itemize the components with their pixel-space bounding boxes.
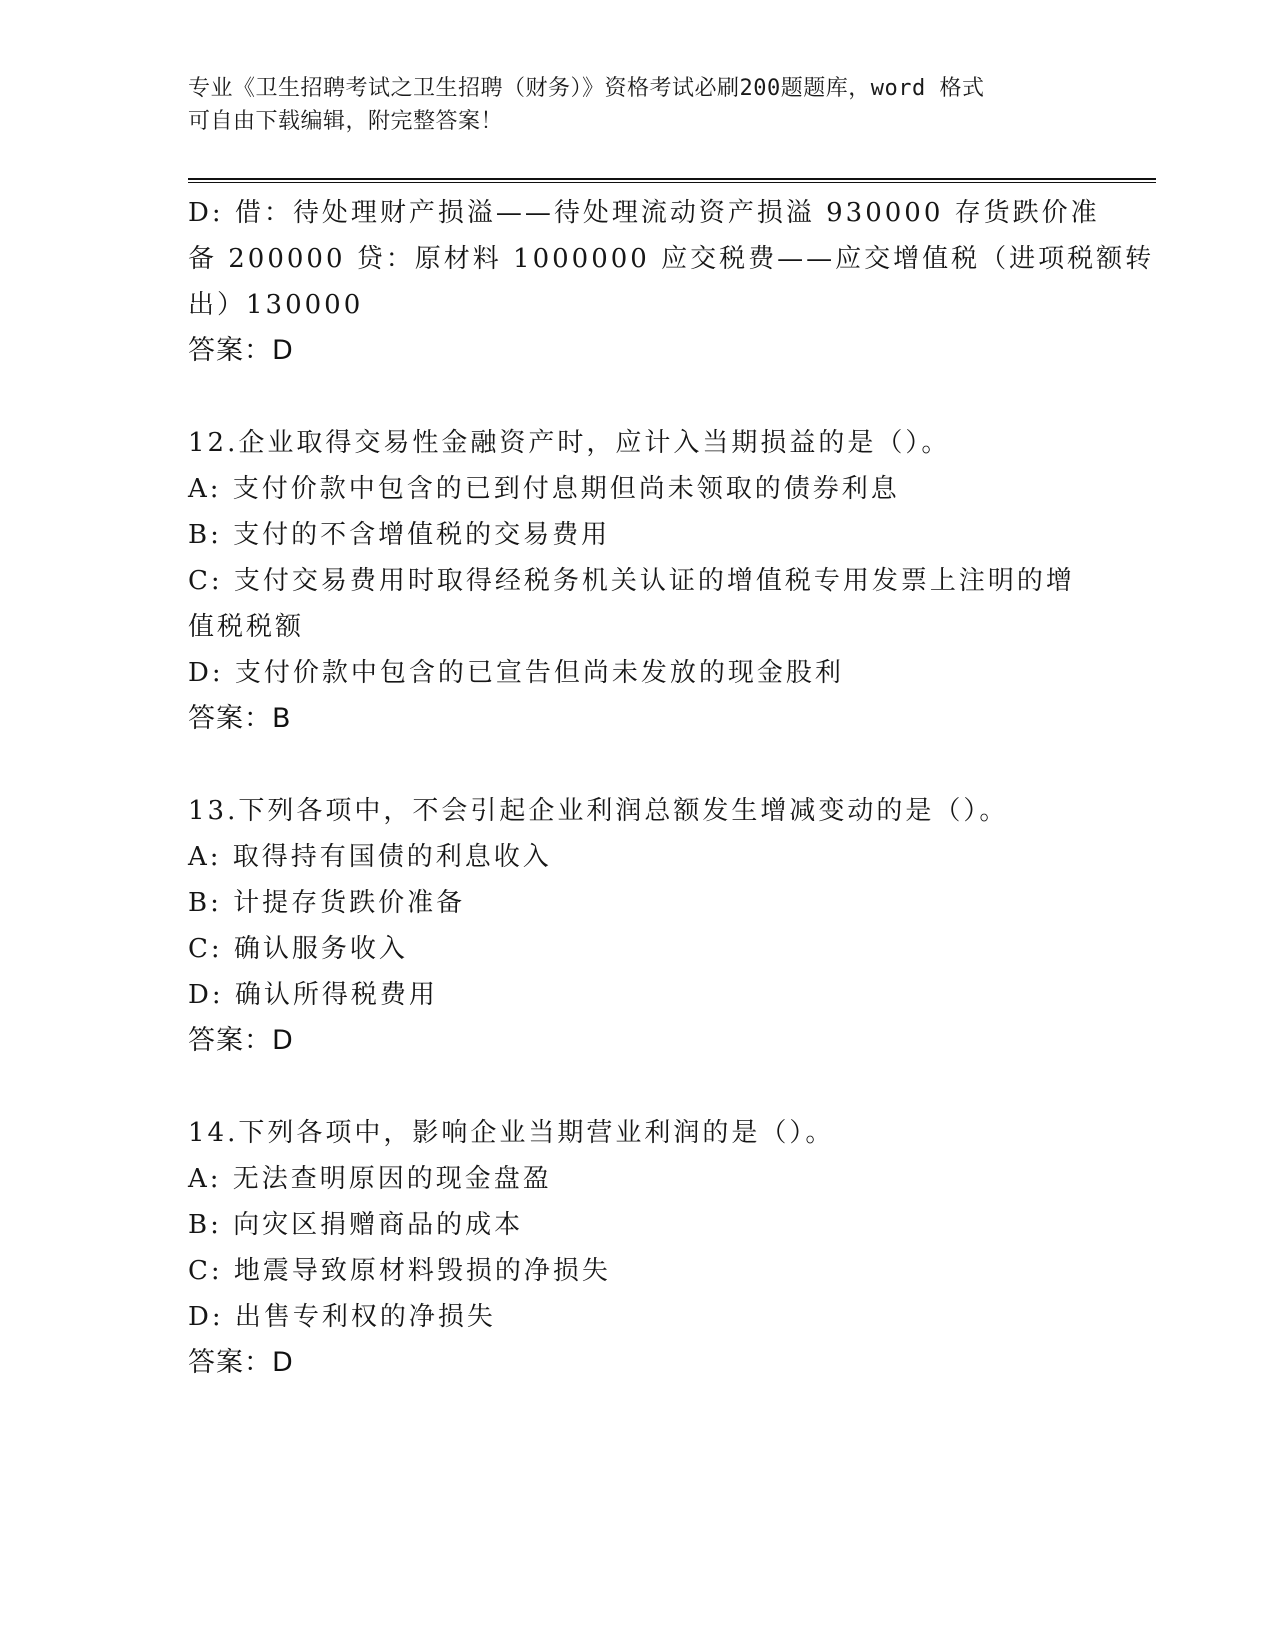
q13-option-d: D: 确认所得税费用 bbox=[188, 980, 438, 1010]
question-spacer bbox=[188, 742, 1088, 788]
q12-option-c-line2: 值税税额 bbox=[188, 612, 305, 642]
q11-option-d-line1: D: 借：待处理财产损溢——待处理流动资产损溢 930000 存货跌价准 bbox=[188, 198, 1100, 228]
q14-answer: 答案：D bbox=[188, 1347, 294, 1378]
q12-question: 12.企业取得交易性金融资产时，应计入当期损益的是（）。 bbox=[188, 428, 951, 458]
q11-option-d-line2: 备 200000 贷：原材料 1000000 应交税费——应交增值税（进项税额转 bbox=[188, 244, 1155, 274]
q13-option-b: B: 计提存货跌价准备 bbox=[188, 888, 466, 918]
q14-option-a: A: 无法查明原因的现金盘盈 bbox=[188, 1164, 552, 1194]
q13-question: 13.下列各项中，不会引起企业利润总额发生增减变动的是（）。 bbox=[188, 796, 1009, 826]
question-14 bbox=[188, 1110, 1088, 1386]
q12-answer: 答案：B bbox=[188, 703, 292, 734]
question-13 bbox=[188, 788, 1088, 1064]
q13-option-c: C: 确认服务收入 bbox=[188, 934, 408, 964]
q12-option-d: D: 支付价款中包含的已宣告但尚未发放的现金股利 bbox=[188, 658, 844, 688]
q14-option-b: B: 向灾区捐赠商品的成本 bbox=[188, 1210, 524, 1240]
q14-option-d: D: 出售专利权的净损失 bbox=[188, 1302, 496, 1332]
header-divider-thick bbox=[188, 178, 1156, 180]
q12-option-c-line1: C: 支付交易费用时取得经税务机关认证的增值税专用发票上注明的增 bbox=[188, 566, 1075, 596]
question-list bbox=[188, 190, 1155, 1386]
question-spacer bbox=[188, 374, 1088, 420]
q12-option-a: A: 支付价款中包含的已到付息期但尚未领取的债券利息 bbox=[188, 474, 900, 504]
q13-answer: 答案：D bbox=[188, 1025, 294, 1056]
header-title-line2: 可自由下载编辑，附完整答案！ bbox=[188, 109, 504, 134]
q14-question: 14.下列各项中，影响企业当期营业利润的是（）。 bbox=[188, 1118, 835, 1148]
q13-option-a: A: 取得持有国债的利息收入 bbox=[188, 842, 552, 872]
q14-option-c: C: 地震导致原材料毁损的净损失 bbox=[188, 1256, 611, 1286]
q11-answer: 答案：D bbox=[188, 335, 294, 366]
page-header bbox=[188, 72, 1068, 138]
question-spacer bbox=[188, 1064, 1088, 1110]
header-title-line1: 专业《卫生招聘考试之卫生招聘（财务）》资格考试必刷200题题库，word 格式 bbox=[188, 76, 985, 101]
question-11-fragment bbox=[188, 190, 1155, 374]
q11-option-d-line3: 出）130000 bbox=[188, 290, 364, 320]
q12-option-b: B: 支付的不含增值税的交易费用 bbox=[188, 520, 611, 550]
question-12 bbox=[188, 420, 1088, 742]
header-divider-thin bbox=[188, 182, 1156, 183]
